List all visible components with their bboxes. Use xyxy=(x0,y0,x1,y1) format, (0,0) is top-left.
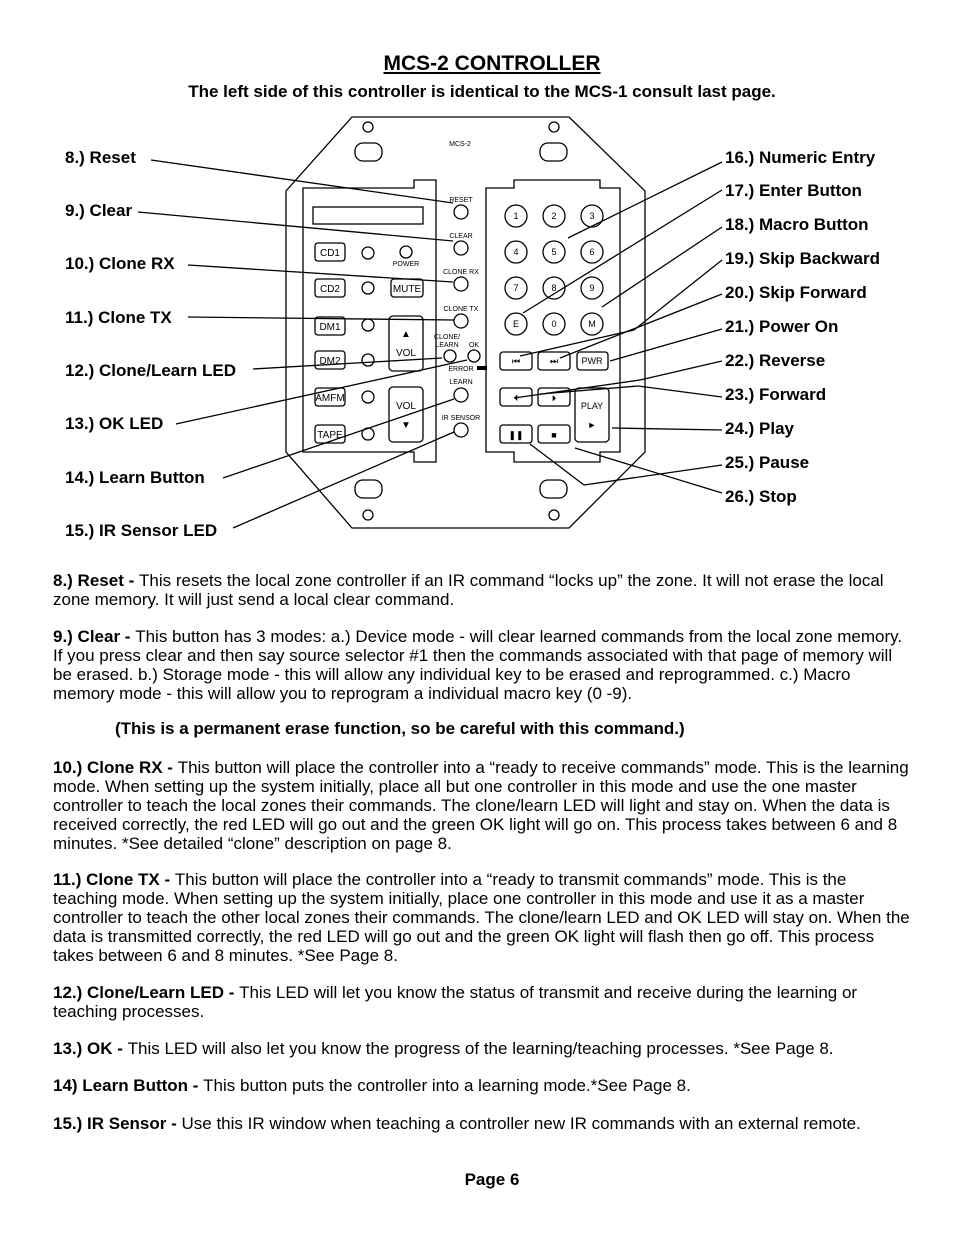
keypad-key: E xyxy=(512,319,520,329)
power-label: POWER xyxy=(392,261,420,268)
page-title: MCS-2 CONTROLLER xyxy=(383,52,601,75)
keypad-key: 5 xyxy=(551,247,557,257)
play-icon: ► xyxy=(587,420,597,430)
callout-numeric-entry: 16.) Numeric Entry xyxy=(725,148,876,167)
paragraph-clone-rx: 10.) Clone RX - This button will place the controller into a “ready to receive commands” mode. This is the learning mode. When setting up the system initially, place all but one controller in this mode and use the one master controller to teach the local zones their commands. The clone/learn LED will light and stay on. When the data is received correctly, the red LED will go out and the green OK light will go on. This process takes between 6 and 8 minutes. *See detailed “clone” description on page 8. xyxy=(53,758,909,853)
callout-play: 24.) Play xyxy=(725,419,794,438)
page-number: Page 6 xyxy=(464,1170,520,1189)
controller-diagram xyxy=(0,0,954,560)
keypad-key: 6 xyxy=(589,247,595,257)
paragraph-clone-learn-led: 12.) Clone/Learn LED - This LED will let you know the status of transmit and receive during the learning or teaching processes. xyxy=(53,983,858,1021)
callout-power-on: 21.) Power On xyxy=(725,317,839,336)
forward-icon: ⏵ xyxy=(551,393,557,403)
callout-clone-learn-led: 12.) Clone/Learn LED xyxy=(65,361,236,380)
callout-skip-forward: 20.) Skip Forward xyxy=(725,283,867,302)
clone-learn-label-2: LEARN xyxy=(435,342,459,349)
ok-label: OK xyxy=(468,342,480,349)
clone-rx-label: CLONE RX xyxy=(443,269,479,276)
callout-learn-button: 14.) Learn Button xyxy=(65,468,205,487)
mute-button: MUTE xyxy=(392,284,422,295)
source-button-dm1: DM1 xyxy=(319,322,341,333)
keypad-key: 1 xyxy=(513,211,519,221)
skip-forward-icon: ⏭ xyxy=(549,356,559,366)
learn-label: LEARN xyxy=(449,379,473,386)
vol-down-label: VOL xyxy=(395,401,417,412)
stop-icon: ■ xyxy=(551,430,557,440)
source-button-cd1: CD1 xyxy=(319,248,341,259)
page-subtitle: The left side of this controller is identical to the MCS-1 consult last page. xyxy=(188,82,776,101)
pause-icon: ❚❚ xyxy=(508,430,524,440)
play-button-label: PLAY xyxy=(580,401,604,411)
keypad-key: 7 xyxy=(513,283,519,293)
keypad-key: 8 xyxy=(551,283,557,293)
vol-down-glyph: ▼ xyxy=(401,420,411,431)
paragraph-clone-tx: 11.) Clone TX - This button will place the controller into a “ready to transmit commands” mode. This is the teaching mode. When setting up the system initially, place one controller in this mode and use it as a master controller to teach the other local zones their commands. The clone/learn LED and OK LED will stay on. When the data is transmitted correctly, the red LED will go out and the green OK light will flash then go off. This process takes between 6 and 8 minutes. *See Page 8. xyxy=(53,870,910,965)
skip-back-icon: ⏮ xyxy=(511,356,521,366)
paragraph-ir-sensor: 15.) IR Sensor - Use this IR window when teaching a controller new IR commands with an external remote. xyxy=(53,1114,861,1133)
callout-reset: 8.) Reset xyxy=(65,148,136,167)
device-model-label: MCS-2 xyxy=(449,141,471,148)
callout-macro-button: 18.) Macro Button xyxy=(725,215,869,234)
callout-clone-tx: 11.) Clone TX xyxy=(65,308,172,327)
ir-sensor-label: IR SENSOR xyxy=(441,415,481,422)
display-window xyxy=(313,207,423,224)
paragraph-reset: 8.) Reset - This resets the local zone controller if an IR command “locks up” the zone. It will not erase the local zone memory. It will just send a local clear command. xyxy=(53,571,884,609)
keypad-key: 9 xyxy=(589,283,595,293)
callout-ir-sensor-led: 15.) IR Sensor LED xyxy=(65,521,218,540)
paragraph-learn-button: 14) Learn Button - This button puts the controller into a learning mode.*See Page 8. xyxy=(53,1076,691,1095)
reset-label: RESET xyxy=(449,197,473,204)
keypad-key: 2 xyxy=(551,211,557,221)
callout-forward: 23.) Forward xyxy=(725,385,827,404)
source-button-tape: TAPE xyxy=(317,430,343,441)
paragraph-ok: 13.) OK - This LED will also let you know the progress of the learning/teaching processes. *See Page 8. xyxy=(53,1039,834,1058)
clone-learn-label: CLONE/ xyxy=(433,334,461,341)
error-label: ERROR xyxy=(448,366,474,373)
keypad-key: 0 xyxy=(551,319,557,329)
left-panel xyxy=(303,180,436,462)
source-button-cd2: CD2 xyxy=(319,284,341,295)
vol-up-glyph: ▲ xyxy=(401,329,411,340)
callout-reverse: 22.) Reverse xyxy=(725,351,826,370)
keypad-key: M xyxy=(588,319,596,329)
keypad-key: 4 xyxy=(513,247,519,257)
clear-label: CLEAR xyxy=(449,233,473,240)
source-button-amfm: AMFM xyxy=(315,393,345,404)
callout-ok-led: 13.) OK LED xyxy=(65,414,164,433)
reverse-icon: ⏴ xyxy=(513,393,519,403)
callout-stop: 26.) Stop xyxy=(725,487,797,506)
erase-warning: (This is a permanent erase function, so be careful with this command.) xyxy=(115,719,685,738)
paragraph-clear: 9.) Clear - This button has 3 modes: a.) Device mode - will clear learned commands from the local zone memory. If you press clear and then say source selector #1 then the commands associated with that page of memory will be erased. b.) Storage mode - this will allow any individual key to be erased and reprogrammed. c.) Macro memory mode - this will allow you to reprogram a individual macro key (0 -9). xyxy=(53,627,903,703)
keypad-key: 3 xyxy=(589,211,595,221)
callout-clear: 9.) Clear xyxy=(65,201,133,220)
callout-skip-backward: 19.) Skip Backward xyxy=(725,249,880,268)
source-button-dm2: DM2 xyxy=(319,356,341,367)
clone-tx-label: CLONE TX xyxy=(443,306,479,313)
vol-up-label: VOL xyxy=(395,348,417,359)
pwr-button-label: PWR xyxy=(581,356,603,366)
callout-enter-button: 17.) Enter Button xyxy=(725,181,862,200)
callout-pause: 25.) Pause xyxy=(725,453,810,472)
callout-clone-rx: 10.) Clone RX xyxy=(65,254,175,273)
